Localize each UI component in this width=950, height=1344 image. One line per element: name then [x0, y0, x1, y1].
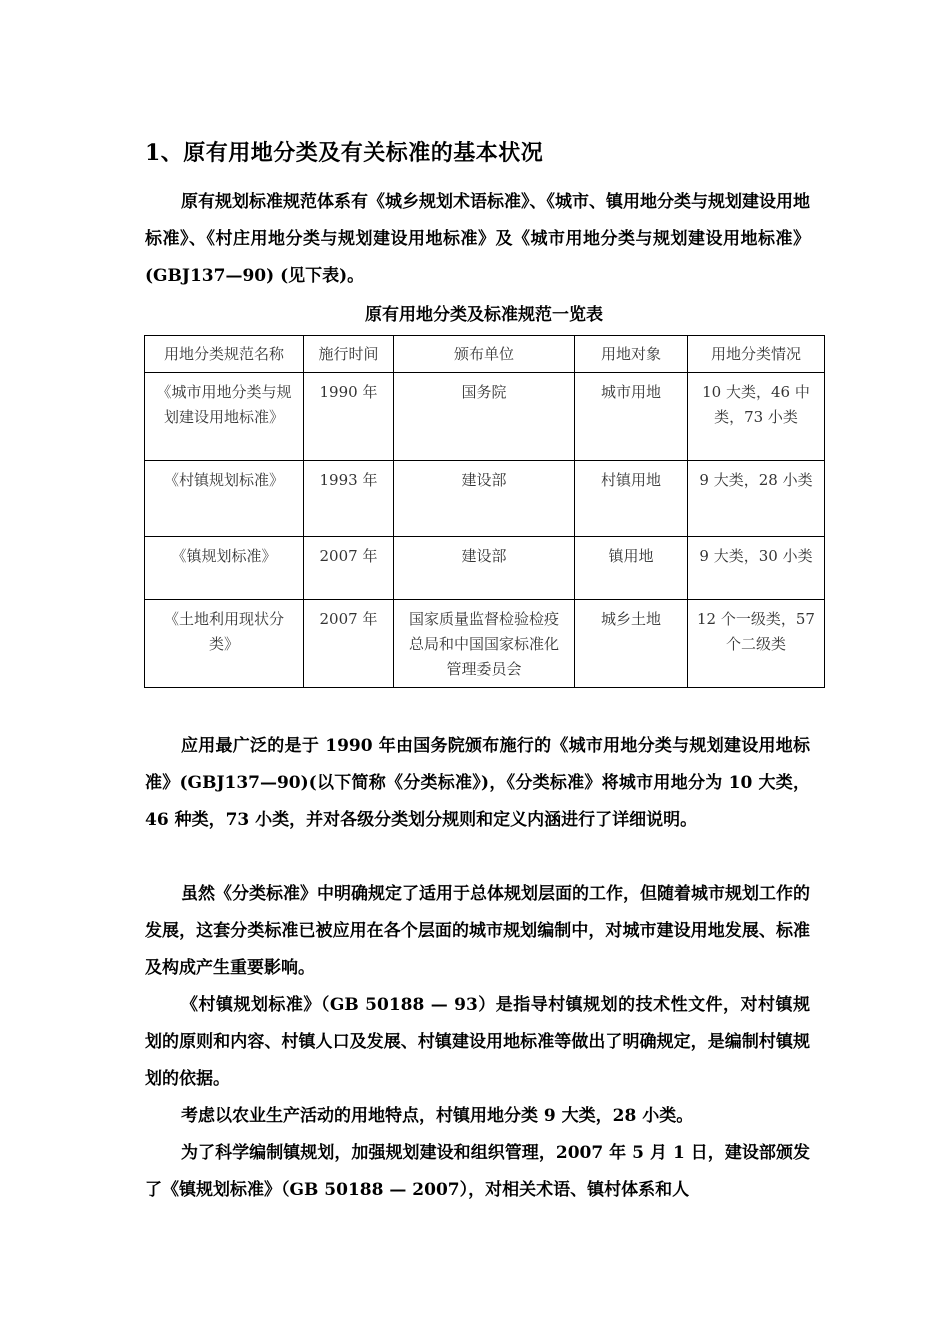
table-cell: 《土地利用现状分类》 [145, 600, 304, 688]
table-cell: 国家质量监督检验检疫总局和中国国家标准化管理委员会 [394, 600, 575, 688]
table-cell: 12 个一级类，57 个二级类 [688, 600, 825, 688]
body-paragraph: 虽然《分类标准》中明确规定了适用于总体规划层面的工作，但随着城市规划工作的发展，这套分类标准已被应用在各个层面的城市规划编制中，对城市建设用地发展、标准及构成产生重要影响。 [145, 884, 810, 978]
table-cell: 9 大类，28 小类 [688, 461, 825, 537]
table-row [145, 600, 825, 688]
body-paragraph: 《村镇规划标准》（GB 50188 — 93）是指导村镇规划的技术性文件，对村镇规划的原则和内容、村镇人口及发展、村镇建设用地标准等做出了明确规定，是编制村镇规划的依据。 [145, 995, 810, 1089]
body-paragraph: 考虑以农业生产活动的用地特点，村镇用地分类 9 大类，28 小类。 [181, 1106, 694, 1126]
header-cell: 用地分类情况 [688, 336, 825, 373]
intro-paragraph: 原有规划标准规范体系有《城乡规划术语标准》、《城市、镇用地分类与规划建设用地标准》、《村庄用地分类与规划建设用地标准》及《城市用地分类与规划建设用地标准》(GBJ137—90) (见下表)。 [145, 192, 810, 286]
section-heading: 1、原有用地分类及有关标准的基本状况 [145, 140, 544, 166]
body-paragraph: 应用最广泛的是于 1990 年由国务院颁布施行的《城市用地分类与规划建设用地标准》(GBJ137—90)(以下简称《分类标准》)，《分类标准》将城市用地分为 10 大类，46 种类，73 小类，并对各级分类划分规则和定义内涵进行了详细说明。 [145, 736, 810, 830]
table-caption: 原有用地分类及标准规范一览表 [365, 305, 603, 325]
table-cell: 城市用地 [575, 373, 688, 461]
table-cell: 2007 年 [304, 600, 394, 688]
table-row [145, 461, 825, 537]
table-cell: 《村镇规划标准》 [145, 461, 304, 537]
standards-table [144, 335, 825, 688]
table-cell: 村镇用地 [575, 461, 688, 537]
table-row [145, 373, 825, 461]
table-cell: 建设部 [394, 461, 575, 537]
body-paragraph: 为了科学编制镇规划，加强规划建设和组织管理，2007 年 5 月 1 日，建设部颁发了《镇规划标准》（GB 50188 — 2007），对相关术语、镇村体系和人 [145, 1143, 810, 1200]
table-cell: 9 大类，30 小类 [688, 537, 825, 600]
table-header-row [145, 336, 825, 373]
header-cell: 用地分类规范名称 [145, 336, 304, 373]
table-row [145, 537, 825, 600]
header-cell: 用地对象 [575, 336, 688, 373]
table-cell: 10 大类，46 中类，73 小类 [688, 373, 825, 461]
table-cell: 1990 年 [304, 373, 394, 461]
table-cell: 《镇规划标准》 [145, 537, 304, 600]
table-cell: 镇用地 [575, 537, 688, 600]
table-cell: 2007 年 [304, 537, 394, 600]
table-cell: 1993 年 [304, 461, 394, 537]
table-cell: 城乡土地 [575, 600, 688, 688]
header-cell: 施行时间 [304, 336, 394, 373]
table-cell: 国务院 [394, 373, 575, 461]
table-cell: 《城市用地分类与规划建设用地标准》 [145, 373, 304, 461]
table-cell: 建设部 [394, 537, 575, 600]
header-cell: 颁布单位 [394, 336, 575, 373]
